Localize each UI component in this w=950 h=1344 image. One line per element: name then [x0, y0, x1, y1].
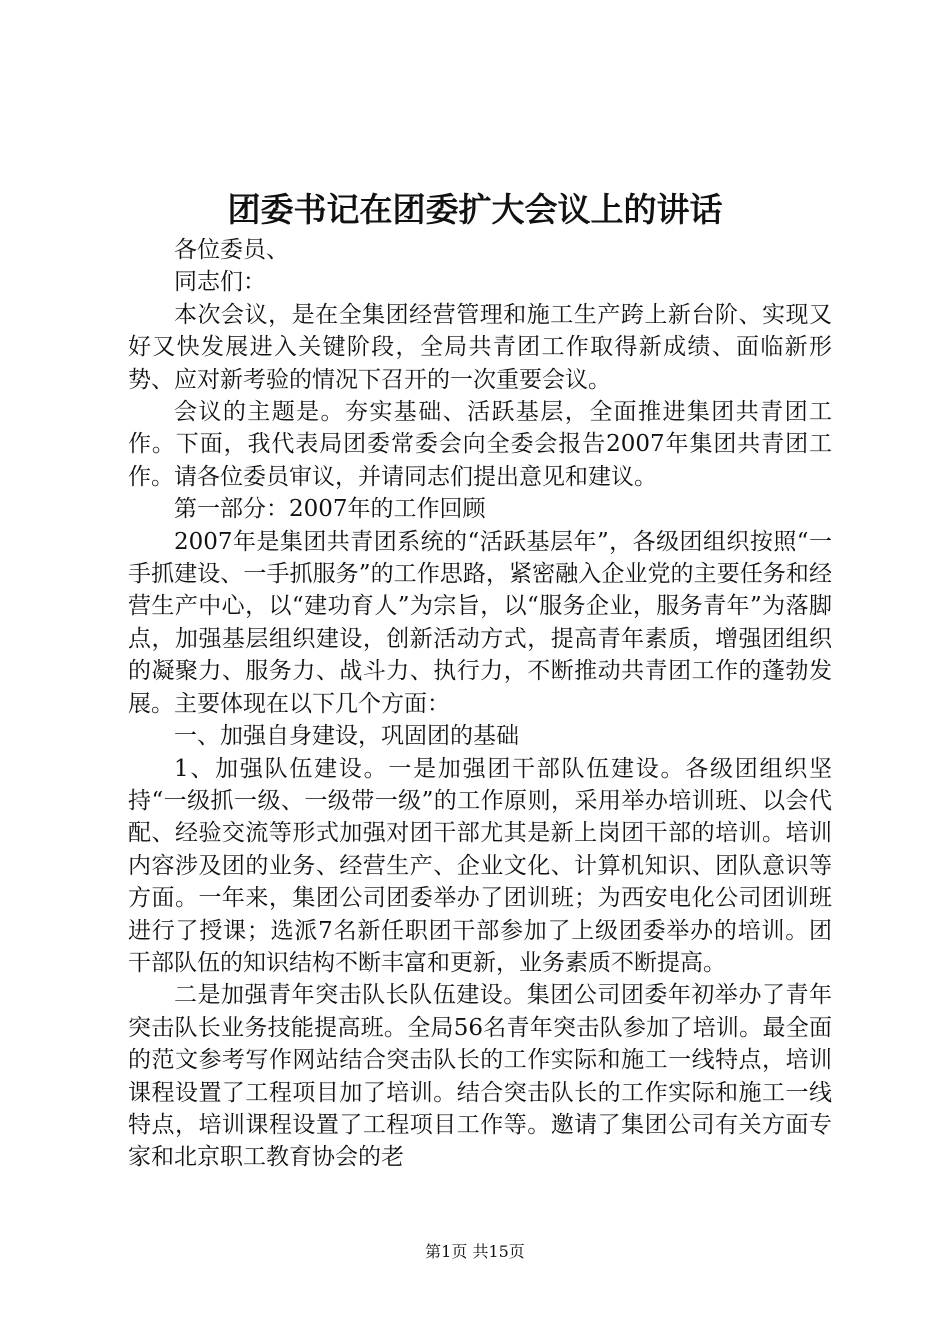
paragraph-youth-commando: 二是加强青年突击队长队伍建设。集团公司团委年初举办了青年突击队长业务技能提高班。全局56名青年突击队参加了培训。最全面的范文参考写作网站结合突击队长的工作实际和施工一线特点，培训课程设置了工程项目加了培训。结合突击队长的工作实际和施工一线特点，培训课程设置了工程项目工作等。邀请了集团公司有关方面专家和北京职工教育协会的老	[128, 982, 832, 1171]
document-title: 团委书记在团委扩大会议上的讲话	[227, 190, 723, 229]
salutation-comrades: 同志们：	[174, 269, 266, 296]
paragraph-2007-review: 2007年是集团共青团系统的“活跃基层年”，各级团组织按照“一手抓建设、一手抓服务”的工作思路，紧密融入企业党的主要任务和经营生产中心，以“建功育人”为宗旨，以“服务企业，服务青年”为落脚点，加强基层组织建设，创新活动方式，提高青年素质，增强团组织的凝聚力、服务力、战斗力、执行力，不断推动共青团工作的蓬勃发展。主要体现在以下几个方面：	[128, 528, 832, 717]
document-body	[128, 234, 832, 1174]
paragraph-team-building: 1、加强队伍建设。一是加强团干部队伍建设。各级团组织坚持“一级抓一级、一级带一级”的工作原则，采用举办培训班、以会代配、经验交流等形式加强对团干部尤其是新上岗团干部的培训。培训内容涉及团的业务、经营生产、企业文化、计算机知识、团队意识等方面。一年来，集团公司团委举办了团训班；为西安电化公司团训班进行了授课；选派7名新任职团干部参加了上级团委举办的培训。团干部队伍的知识结构不断丰富和更新，业务素质不断提高。	[128, 755, 832, 976]
salutation-committee: 各位委员、	[174, 237, 289, 263]
section-heading-self-building: 一、加强自身建设，巩固团的基础	[174, 723, 519, 750]
paragraph-theme: 会议的主题是。夯实基础、活跃基层，全面推进集团共青团工作。下面，我代表局团委常委会向全委会报告2007年集团共青团工作。请各位委员审议，并请同志们提出意见和建议。	[128, 399, 832, 490]
section-heading-part-one: 第一部分：2007年的工作回顾	[174, 496, 486, 523]
page-number-footer: 第1页 共15页	[425, 1242, 525, 1261]
paragraph-intro: 本次会议，是在全集团经营管理和施工生产跨上新台阶、实现又好又快发展进入关键阶段，全局共青团工作取得新成绩、面临新形势、应对新考验的情况下召开的一次重要会议。	[128, 301, 832, 393]
